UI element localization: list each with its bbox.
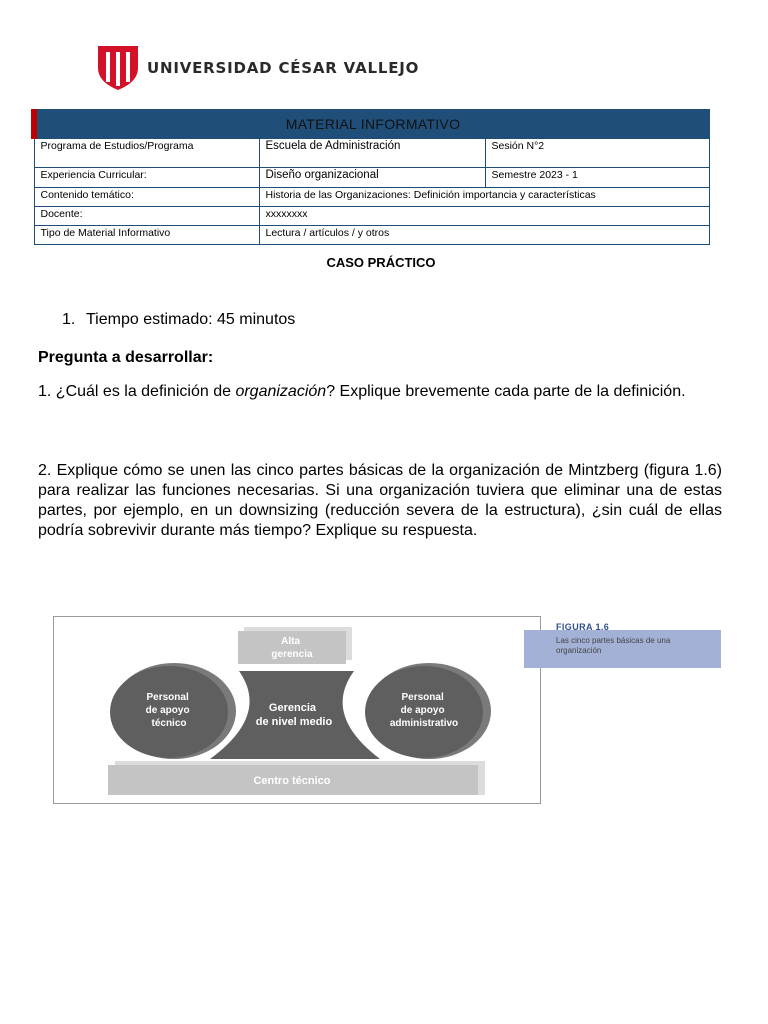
support-label-3: administrativo xyxy=(389,718,459,729)
mintzberg-diagram xyxy=(54,617,540,803)
figure-caption: Las cinco partes básicas de una organización xyxy=(556,636,671,655)
question-heading: Pregunta a desarrollar: xyxy=(38,349,214,366)
table-row xyxy=(34,226,710,245)
table-cell: Programa de Estudios/Programa xyxy=(34,139,259,168)
svg-text:Personal de apoyo xyxy=(146,692,193,729)
time-item xyxy=(62,311,295,329)
apex-label-2: gerencia xyxy=(271,649,313,660)
table-row xyxy=(34,139,710,168)
table-cell: Experiencia Curricular: xyxy=(34,168,259,188)
info-table xyxy=(31,109,710,245)
technostructure-label-2: de apoyo xyxy=(145,705,190,716)
question-1 xyxy=(38,382,722,402)
table-cell: Semestre 2023 - 1 xyxy=(485,168,710,188)
mintzberg-figure xyxy=(53,616,541,804)
question-1-emphasis: organización xyxy=(235,383,327,400)
technostructure-label-1: Personal xyxy=(146,692,189,703)
table-cell: Lectura / artículos / y otros xyxy=(259,226,710,245)
table-cell: Escuela de Administración xyxy=(259,139,485,168)
shield-logo-icon xyxy=(98,46,138,90)
university-logo xyxy=(98,46,419,90)
middle-label-1: Gerencia xyxy=(268,702,317,714)
table-row xyxy=(34,207,710,226)
table-cell: Contenido temático: xyxy=(34,188,259,207)
table-row xyxy=(34,188,710,207)
table-cell: Docente: xyxy=(34,207,259,226)
table-title: MATERIAL INFORMATIVO xyxy=(34,110,710,139)
list-number: 1. xyxy=(62,311,76,328)
support-label-2: de apoyo xyxy=(400,705,445,716)
question-1-text-end: ? Explique brevemente cada parte de la definición. xyxy=(326,383,686,400)
table-cell: xxxxxxxx xyxy=(259,207,710,226)
middle-label-2: de nivel medio xyxy=(255,716,333,728)
table-cell: Diseño organizacional xyxy=(259,168,485,188)
time-text: Tiempo estimado: 45 minutos xyxy=(86,311,296,328)
table-cell: Historia de las Organizaciones: Definición importancia y características xyxy=(259,188,710,207)
apex-label-1: Alta xyxy=(281,636,301,647)
support-label-1: Personal xyxy=(401,692,444,703)
university-name: UNIVERSIDAD CÉSAR VALLEJO xyxy=(147,59,420,77)
table-row xyxy=(34,168,710,188)
section-title: CASO PRÁCTICO xyxy=(326,255,436,270)
table-cell: Tipo de Material Informativo xyxy=(34,226,259,245)
question-1-text-start: 1. ¿Cuál es la definición de xyxy=(38,383,236,400)
core-label: Centro técnico xyxy=(253,775,331,787)
question-2: 2. Explique cómo se unen las cinco partes básicas de la organización de Mintzberg (figura 1.6) para realizar las funciones necesarias. Si una organización tuviera que eliminar una de estas partes, por ejemplo, en un downsizing (reducción severa de la estructura), ¿sin cuál de ellas podría sobrevivir durante más tiempo? Explique su respuesta. xyxy=(38,462,722,539)
technostructure-label-3: técnico xyxy=(151,718,187,729)
table-cell: Sesión N°2 xyxy=(485,139,710,168)
figure-number: FIGURA 1.6 xyxy=(556,622,610,632)
